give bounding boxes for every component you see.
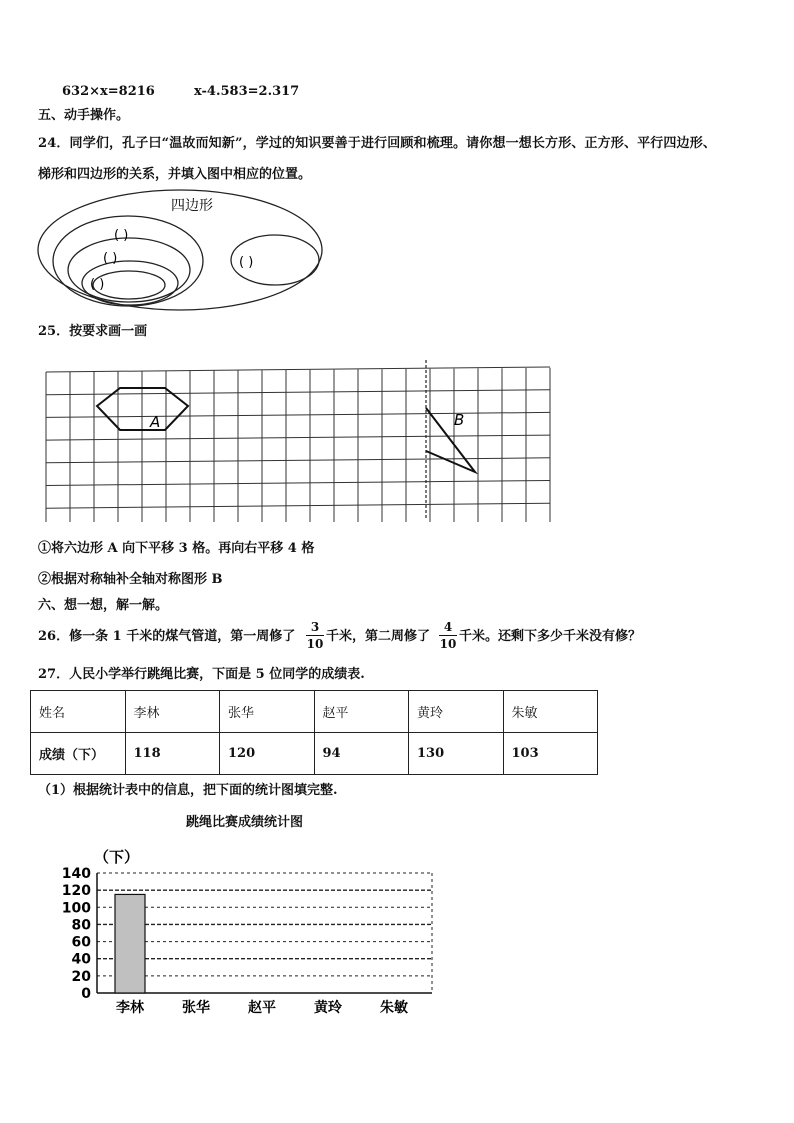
x-tick-label: 黄玲: [314, 1000, 342, 1016]
grid-hline: [46, 367, 550, 372]
q27-title: 27．人民小学举行跳绳比赛，下面是 5 位同学的成绩表.: [38, 667, 365, 682]
y-tick-label: 40: [71, 951, 91, 968]
task1-number: ①: [38, 541, 52, 556]
q24-line1: 24．同学们，孔子曰“温故而知新”，学过的知识要善于进行回顾和梳理。请你想一想长方形、正方形、平行四边形、: [38, 136, 716, 151]
drawing-grid: [40, 356, 560, 522]
task2-text: 根据对称轴补全轴对称图形 B: [51, 572, 223, 587]
table-cell: 118: [125, 733, 220, 775]
q25-task1: [38, 541, 314, 557]
shape-b-half: [426, 408, 475, 472]
y-tick-label: 80: [71, 917, 91, 934]
blank-3[interactable]: ( ): [90, 277, 105, 292]
task2-number: ②: [38, 572, 52, 587]
q25-title: 25．按要求画一画: [38, 324, 148, 339]
section-6-title: 六、想一想，解一解。: [38, 598, 169, 613]
grid-hline: [46, 481, 550, 486]
y-tick-label: 100: [61, 900, 91, 917]
grid-hline: [46, 412, 550, 417]
grid-hline: [46, 390, 550, 395]
task1-text: 将六边形 A 向下平移 3 格。再向右平移 4 格: [51, 541, 315, 556]
y-axis-unit-label: （下）: [94, 848, 140, 866]
shape-a-label: A: [150, 413, 161, 431]
blank-2[interactable]: ( ): [103, 251, 118, 266]
q26-part2: 千米，第二周修了: [326, 629, 431, 644]
y-tick-label: 120: [61, 883, 91, 900]
score-table: [30, 690, 598, 775]
table-header-row: [31, 691, 598, 733]
q27-sub1: （1）根据统计表中的信息，把下面的统计图填完整.: [38, 783, 338, 798]
table-cell: 130: [409, 733, 504, 775]
x-tick-label: 李林: [116, 1000, 144, 1016]
q26-part3: 千米。还剩下多少千米没有修？: [459, 629, 642, 644]
grid-hline: [46, 503, 550, 508]
table-cell: 103: [503, 733, 598, 775]
blank-1[interactable]: ( ): [114, 228, 129, 243]
equation-right: x-4.583=2.317: [194, 84, 300, 99]
x-tick-label: 赵平: [248, 1000, 276, 1016]
table-cell: 李林: [125, 691, 220, 733]
y-tick-label: 140: [61, 866, 91, 882]
q25-task2: [38, 572, 223, 588]
fraction-3-10: [306, 620, 324, 651]
bar: [115, 894, 145, 993]
table-cell: 姓名: [31, 691, 126, 733]
table-cell: 赵平: [314, 691, 409, 733]
table-cell: 94: [314, 733, 409, 775]
y-tick-label: 60: [71, 934, 91, 951]
frac1-denominator: 10: [306, 637, 324, 651]
y-tick-label: 0: [81, 986, 91, 1002]
frac2-denominator: 10: [439, 637, 457, 651]
y-tick-label: 20: [71, 968, 91, 985]
table-cell: 120: [220, 733, 315, 775]
blank-4[interactable]: ( ): [239, 255, 254, 270]
q24-line2: 梯形和四边形的关系，并填入图中相应的位置。: [38, 167, 312, 182]
grid-lines: [46, 367, 550, 522]
x-tick-label: 朱敏: [380, 1000, 408, 1016]
chart-title: 跳绳比赛成绩统计图: [186, 815, 304, 830]
shape-b-label: B: [454, 411, 465, 429]
quadrilateral-venn-diagram: [30, 186, 330, 316]
fraction-4-10: [439, 620, 457, 651]
table-row: [31, 733, 598, 775]
bar-chart: [60, 840, 450, 1020]
frac2-numerator: 4: [443, 620, 453, 634]
table-cell: 黄玲: [409, 691, 504, 733]
x-tick-label: 张华: [182, 1000, 210, 1016]
frac1-numerator: 3: [310, 620, 320, 634]
equation-left: 632×x=8216: [62, 84, 155, 99]
grid-hline: [46, 458, 550, 463]
grid-hline: [46, 435, 550, 440]
label-quadrilateral: 四边形: [171, 198, 213, 214]
table-cell: 成绩（下）: [31, 733, 126, 775]
q26-part1: 26．修一条 1 千米的煤气管道，第一周修了: [38, 629, 296, 644]
table-cell: 朱敏: [503, 691, 598, 733]
section-5-title: 五、动手操作。: [38, 108, 130, 123]
table-cell: 张华: [220, 691, 315, 733]
